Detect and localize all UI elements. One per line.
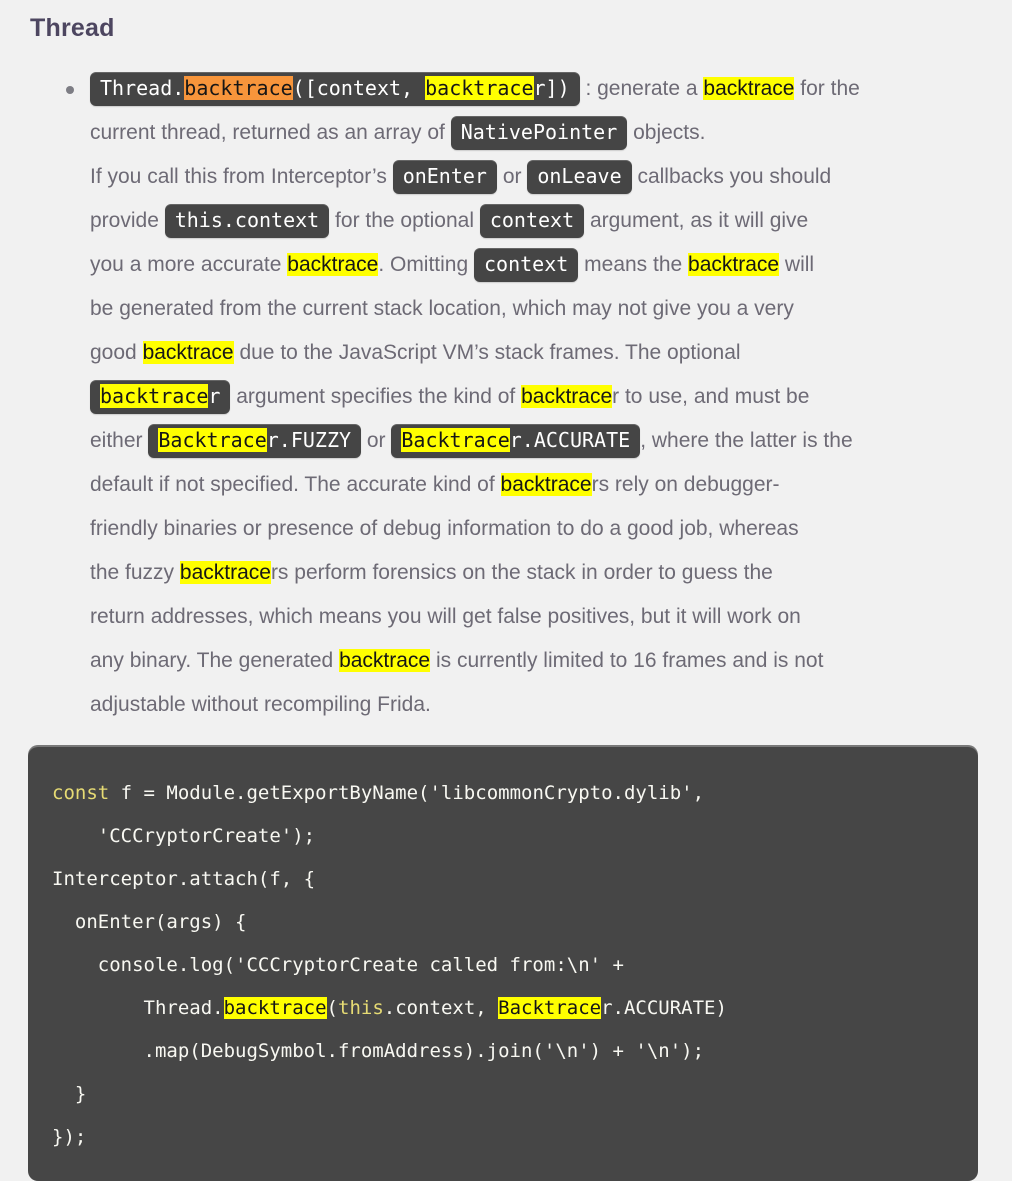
text-run: for the	[794, 77, 860, 100]
code-line	[52, 815, 954, 858]
text-run: });	[52, 1126, 87, 1148]
search-highlight: backtrace	[100, 384, 209, 408]
search-highlight: backtrace	[688, 253, 780, 276]
text-run: good	[90, 341, 143, 364]
code-line	[52, 987, 954, 1030]
paragraph-line	[90, 507, 982, 551]
search-highlight: backtrace	[500, 473, 592, 496]
text-run: Interceptor.attach(f, {	[52, 868, 316, 890]
paragraph-line	[90, 375, 982, 419]
code-text: Thread.	[100, 76, 185, 100]
code-line	[52, 1116, 954, 1159]
paragraph-line	[90, 331, 982, 375]
text-run: onEnter(args) {	[52, 911, 247, 933]
text-run: : generate a	[579, 77, 704, 100]
code-text: ([context,	[292, 76, 426, 100]
code-text: onLeave	[537, 164, 622, 188]
text-run: argument specifies the kind of	[230, 385, 522, 408]
text-run: means the	[578, 253, 689, 276]
text-run: argument, as it will give	[584, 209, 809, 232]
text-run: adjustable without recompiling Frida.	[90, 693, 431, 716]
code-line	[52, 901, 954, 944]
text-run: }	[52, 1083, 87, 1105]
code-text: r	[208, 384, 221, 408]
search-highlight: backtrace	[425, 76, 534, 100]
paragraph-line	[90, 595, 982, 639]
code-line	[52, 944, 954, 987]
code-line	[52, 1030, 954, 1073]
text-run: 'CCCryptorCreate');	[52, 825, 316, 847]
text-run: is currently limited to 16 frames and is not	[430, 649, 824, 672]
bullet-paragraph	[90, 67, 982, 727]
code-line	[52, 1073, 954, 1116]
text-run: rs perform forensics on the stack in order to guess the	[270, 561, 773, 584]
paragraph-line	[90, 287, 982, 331]
inline-code-chip	[527, 160, 631, 194]
text-run: callbacks you should	[631, 165, 832, 188]
paragraph-line	[90, 551, 982, 595]
text-run: any binary. The generated	[90, 649, 340, 672]
inline-code-chip	[90, 72, 580, 106]
paragraph-line	[90, 419, 982, 463]
search-highlight-current: backtrace	[184, 76, 293, 100]
text-run: r to use, and must be	[612, 385, 810, 408]
inline-code-chip	[474, 248, 578, 282]
inline-code-chip	[391, 424, 640, 458]
paragraph-line	[90, 683, 982, 727]
search-highlight: backtrace	[142, 341, 234, 364]
search-highlight: Backtrace	[158, 428, 267, 452]
text-run: .map(DebugSymbol.fromAddress).join('\n') + '\n');	[52, 1040, 705, 1062]
text-run: console.log('CCCryptorCreate called from:\n' +	[52, 954, 624, 976]
search-highlight: backtrace	[521, 385, 613, 408]
code-line	[52, 772, 954, 815]
paragraph-line	[90, 67, 982, 111]
code-keyword: this	[338, 997, 384, 1019]
code-text: r])	[533, 76, 570, 100]
search-highlight: backtrace	[287, 253, 379, 276]
search-highlight: backtrace	[179, 561, 271, 584]
code-text: context	[484, 252, 569, 276]
inline-code-chip	[148, 424, 361, 458]
text-run: will	[779, 253, 815, 276]
code-text: NativePointer	[460, 120, 618, 144]
inline-code-chip	[480, 204, 584, 238]
code-text: context	[489, 208, 575, 232]
code-text: onEnter	[402, 164, 487, 188]
paragraph-line	[90, 111, 982, 155]
text-run: . Omitting	[378, 253, 475, 276]
code-text: r.FUZZY	[266, 428, 352, 452]
text-run: current thread, returned as an array of	[90, 121, 451, 144]
paragraph-line	[90, 199, 982, 243]
paragraph-line	[90, 463, 982, 507]
text-run: due to the JavaScript VM’s stack frames. The optional	[233, 341, 741, 364]
code-text: r.ACCURATE	[509, 428, 631, 452]
inline-code-chip	[451, 116, 628, 150]
text-run: , where the latter is the	[640, 429, 853, 452]
text-run: for the optional	[329, 209, 480, 232]
code-keyword: const	[52, 782, 110, 804]
code-line	[52, 858, 954, 901]
text-run: or	[361, 429, 392, 452]
text-run: friendly binaries or presence of debug information to do a good job, whereas	[90, 517, 799, 540]
bullet-marker	[66, 86, 74, 94]
text-run: provide	[90, 209, 165, 232]
paragraph-line	[90, 639, 982, 683]
text-run: f = Module.getExportByName('libcommonCrypto.dylib',	[109, 782, 705, 804]
section-heading-thread: Thread	[30, 14, 115, 42]
text-run: or	[496, 165, 528, 188]
text-run: either	[90, 429, 149, 452]
text-run: you a more accurate	[90, 253, 288, 276]
text-run: r.ACCURATE)	[601, 997, 727, 1019]
text-run: Thread.	[52, 997, 224, 1019]
paragraph-line	[90, 243, 982, 287]
code-example-block	[28, 745, 978, 1181]
search-highlight: backtrace	[223, 997, 327, 1019]
inline-code-chip	[90, 380, 230, 414]
search-highlight: backtrace	[339, 649, 431, 672]
text-run: objects.	[627, 121, 706, 144]
text-run: If you call this from Interceptor’s	[90, 165, 393, 188]
text-run: rs rely on debugger-	[591, 473, 780, 496]
search-highlight: backtrace	[703, 77, 795, 100]
inline-code-chip	[393, 160, 497, 194]
text-run: the fuzzy	[90, 561, 180, 584]
search-highlight: Backtrace	[498, 997, 602, 1019]
text-run: return addresses, which means you will get false positives, but it will work on	[90, 605, 801, 628]
text-run: .context,	[383, 997, 499, 1019]
text-run: (	[326, 997, 338, 1019]
text-run: be generated from the current stack location, which may not give you a very	[90, 297, 794, 320]
code-text: this.context	[174, 208, 320, 232]
search-highlight: Backtrace	[401, 428, 510, 452]
inline-code-chip	[165, 204, 330, 238]
paragraph-line	[90, 155, 982, 199]
text-run: default if not specified. The accurate kind of	[90, 473, 501, 496]
